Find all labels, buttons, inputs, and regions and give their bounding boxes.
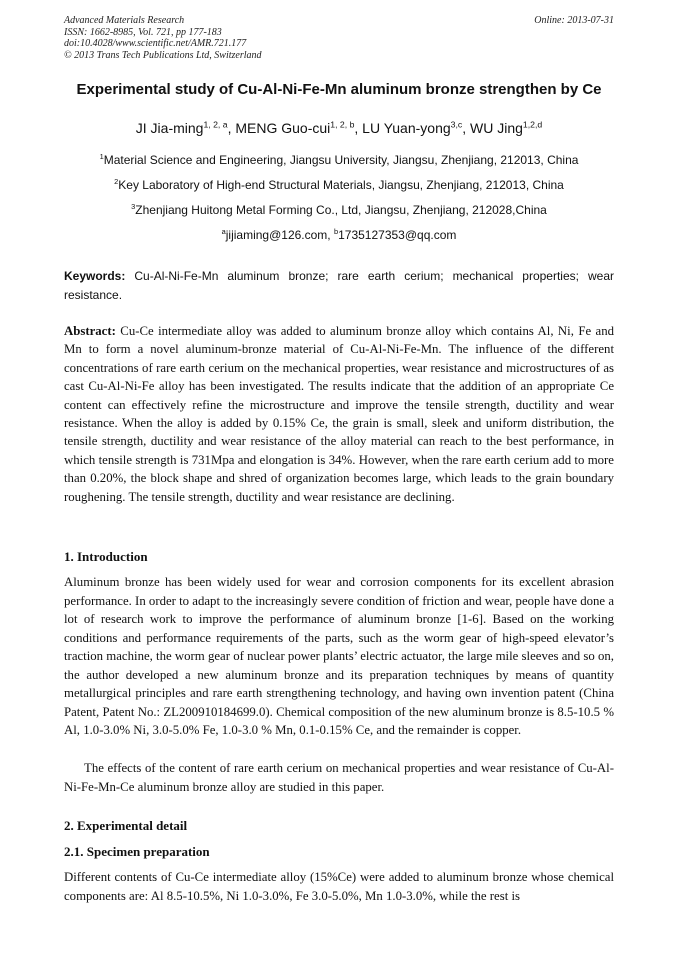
section-heading-introduction: 1. Introduction	[64, 549, 148, 564]
online-date: Online: 2013-07-31	[534, 15, 614, 26]
author-name: LU Yuan-yong	[362, 120, 451, 136]
journal-name: Advanced Materials Research	[64, 15, 185, 26]
affiliation-text: Material Science and Engineering, Jiangsu University, Jiangsu, Zhenjiang, 212013, China	[103, 153, 579, 167]
author-name: WU Jing	[470, 120, 523, 136]
keywords-label: Keywords:	[64, 269, 126, 283]
author-affiliation-marker: 1, 2, a	[203, 119, 228, 130]
intro-paragraph: Aluminum bronze has been widely used for wear and corrosion components for its excellent abrasion performance. In order to adapt to the increasingly severe condition of friction and wear, people have done a lot of research work to improve the performance of aluminum bronze [1-6]. Based on the working conditions and performance requirements of the parts, such as the worm gear of high-speed elevator’s traction machine, the worm gear of nuclear power plants’ electric actuator, the large mile sleeves and so on, the author developed a new aluminum bronze and its preparation techniques by means of quantity metallurgical principles and rare earth strengthening technology, and having own invention patent (China Patent, Patent No.: ZL200910184699.0). Chemical composition of the new aluminum bronze is 8.5-10.5 % Al, 1.0-3.0% Ni, 3.0-5.0% Fe, 1.0-3.0 % Mn, 0.1-0.15% Ce, and the remainder is copper.	[64, 575, 614, 737]
section-heading-experimental: 2. Experimental detail	[64, 818, 188, 833]
affiliation	[40, 153, 638, 167]
abstract-text: Cu-Ce intermediate alloy was added to aluminum bronze alloy which contains Al, Ni, Fe and Mn to form a novel aluminum-bronze material of Cu-Al-Ni-Fe-Mn. The influence of the different concentrations of rare earth cerium on the mechanical properties, wear resistance and microstructures of as cast Cu-Al-Ni-Fe alloy has been investigated. The results indicate that the addition of an appropriate Ce content can effectively refine the microstructure and improve the tensile strength, ductility and wear resistance. When the alloy is added by 0.15% Ce, the grain is small, sleek and uniform distribution, the tensile strength, ductility and wear resistance of the alloy material can reach to the best performance, in which tensile strength is 731Mpa and elongation is 34%. However, when the rare earth cerium add to more than 0.20%, the block shape and shred of organization becomes large, which leads to the grain boundary roughening. The tensile strength, ductility and wear resistance are declining.	[64, 324, 614, 504]
author-affiliation-marker: 3,c	[450, 119, 463, 130]
affiliation-text: Zhenjiang Huitong Metal Forming Co., Ltd, Jiangsu, Zhenjiang, 212028,China	[135, 203, 547, 217]
author-name: MENG Guo-cui	[235, 120, 331, 136]
paper-title: Experimental study of Cu-Al-Ni-Fe-Mn aluminum bronze strengthen by Ce	[76, 81, 602, 98]
issn: ISSN: 1662-8985, Vol. 721, pp 177-183	[64, 26, 222, 38]
specimen-paragraph: Different contents of Cu-Ce intermediate alloy (15%Ce) were added to aluminum bronze whose chemical components are: Al 8.5-10.5%, Ni 1.0-3.0%, Fe 3.0-5.0%, Mn 1.0-3.0%, while the rest is	[64, 870, 614, 903]
affiliation-text: Key Laboratory of High-end Structural Materials, Jiangsu, Zhenjiang, 212013, China	[118, 178, 564, 192]
affiliation-marker: 1	[99, 152, 104, 161]
affiliation-marker: 3	[131, 202, 136, 211]
affiliation	[40, 203, 638, 217]
author-list: JI Jia-ming$^{1, 2, a}$, MENG Guo-cui$^{1, 2, b}$, LU Yuan-yong$^{3,c}$, WU Jing$^{1,2,d}$	[135, 119, 543, 136]
abstract	[64, 322, 614, 506]
keywords	[64, 267, 614, 305]
author-affiliation-marker: 1,2,d	[522, 119, 543, 130]
email-marker: a	[221, 227, 226, 236]
affiliation-marker: 2	[114, 177, 119, 186]
keywords-text: Cu-Al-Ni-Fe-Mn aluminum bronze; rare earth cerium; mechanical properties; wear resistance.	[64, 269, 614, 302]
contact-emails: $^a$jijiaming@126.com, $^b$1735127353@qq.com	[221, 227, 457, 242]
doi: doi:10.4028/www.scientific.net/AMR.721.177	[64, 38, 247, 49]
author-name: JI Jia-ming	[135, 120, 204, 136]
abstract-label: Abstract:	[64, 324, 116, 338]
copyright: © 2013 Trans Tech Publications Ltd, Switzerland	[64, 49, 262, 61]
email-marker: b	[333, 227, 339, 236]
subsection-heading-specimen: 2.1. Specimen preparation	[64, 844, 210, 859]
journal-info	[64, 15, 262, 61]
author-affiliation-marker: 1, 2, b	[330, 119, 355, 130]
email-address: jijiaming@126.com	[225, 228, 328, 242]
intro-paragraph: The effects of the content of rare earth cerium on mechanical properties and wear resistance of Cu-Al-Ni-Fe-Mn-Ce aluminum bronze alloy are studied in this paper.	[64, 761, 614, 794]
affiliation	[40, 178, 638, 192]
email-address: 1735127353@qq.com	[338, 228, 457, 242]
